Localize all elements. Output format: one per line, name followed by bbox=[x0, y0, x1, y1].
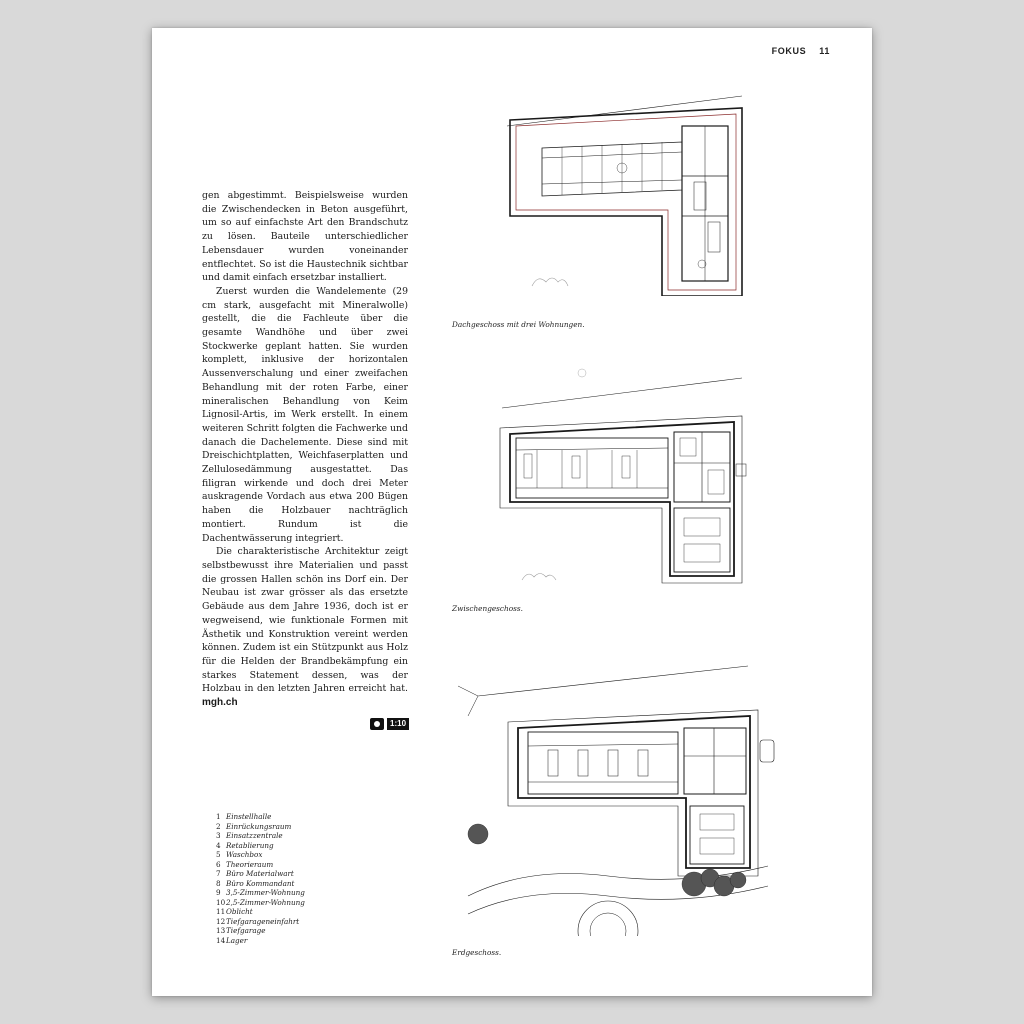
magazine-page bbox=[152, 28, 872, 996]
camera-icon bbox=[370, 718, 384, 730]
legend-item: 4 Retablierung bbox=[216, 840, 274, 850]
legend-item: 6 Theorieraum bbox=[216, 859, 274, 869]
photo-credit bbox=[370, 718, 409, 730]
intermediate-plan-drawing bbox=[492, 368, 752, 588]
section-title: FOKUS bbox=[771, 46, 807, 56]
paragraph-text: Die charakteristische Architektur zeigt selbstbewusst ihre Materialien und passt die grossen Hallen schön ins Dorf ein. Der Neubau ist zwar grösser als das ersetzte Gebäude aus dem Jahre 1936, doch ist er wegweisend, wie funktionale Formen mit Ästhetik und Konstruktion vereint werden können. Zudem ist ein Stützpunkt aus Holz für die Helden der Brandbekämpfung ein starkes Statement dessen, was der Holzbau in den letzten Jahren erreicht hat. bbox=[202, 546, 408, 695]
ground-plan-drawing bbox=[448, 656, 778, 936]
page-number: 11 bbox=[819, 46, 830, 56]
roof-plan-drawing bbox=[502, 86, 752, 296]
legend-item: 8 Büro Kommandant bbox=[216, 878, 295, 888]
article-body bbox=[202, 189, 408, 710]
room-legend bbox=[216, 812, 305, 945]
ground-floor-plan bbox=[448, 656, 778, 936]
plan-caption: Zwischengeschoss. bbox=[452, 604, 523, 613]
legend-item: 12Tiefgarageneinfahrt bbox=[216, 916, 300, 926]
plan-caption: Erdgeschoss. bbox=[452, 948, 502, 957]
legend-item: 7 Büro Materialwart bbox=[216, 869, 294, 878]
photo-count: 1:10 bbox=[387, 718, 409, 730]
legend-item: 2 Einrückungsraum bbox=[216, 821, 292, 831]
paragraph bbox=[202, 545, 408, 709]
legend-item: 14Lager bbox=[216, 935, 248, 945]
legend-item: 5 Waschbox bbox=[216, 850, 263, 859]
paragraph: Zuerst wurden die Wandelemente (29 cm stark, ausgefacht mit Mineralwolle) gestellt, die die Fachleute über die gesamte Wandhöhe und über zwei Stockwerke geplant hatten. Sie wurden komplett, inklusive der horizontalen Aussenverschalung und einer zweifachen Behandlung mit der roten Farbe, einer mineralischen Behandlung von Keim Lignosil-Artis, im Werk erstellt. In einem weiteren Schritt folgten die Fachwerke und danach die Dachelemente. Diese sind mit Dreischichtplatten, Weichfaserplatten und Zellulosedämmung ausgestattet. Das filigran wirkende und doch drei Meter auskragende Vordach aus etwa 200 Bügen haben die Holzbauer nachträglich montiert. Rundum ist die Dachentwässerung integriert. bbox=[202, 285, 408, 544]
legend-item: 9 3,5-Zimmer-Wohnung bbox=[216, 888, 305, 897]
website-link[interactable]: mgh.ch bbox=[202, 697, 238, 709]
plan-caption: Dachgeschoss mit drei Wohnungen. bbox=[452, 320, 585, 329]
legend-item: 102,5-Zimmer-Wohnung bbox=[216, 897, 305, 907]
paragraph: gen abgestimmt. Beispielsweise wurden die Zwischendecken in Beton ausgeführt, um so auf einfachste Art den Brandschutz zu lösen. Bauteile unterschiedlicher Lebensdauer wurden voneinander entflechtet. So ist die Haustechnik sichtbar und damit einfach ersetzbar installiert. bbox=[202, 190, 408, 284]
intermediate-floor-plan bbox=[492, 368, 752, 588]
legend-item: 13Tiefgarage bbox=[216, 926, 266, 935]
legend-item: 11Oblicht bbox=[216, 907, 253, 916]
legend-item: 3 Einsatzzentrale bbox=[216, 831, 283, 840]
legend-item: 1 Einstellhalle bbox=[216, 812, 272, 821]
roof-floor-plan bbox=[502, 86, 752, 296]
page-header bbox=[772, 46, 830, 56]
